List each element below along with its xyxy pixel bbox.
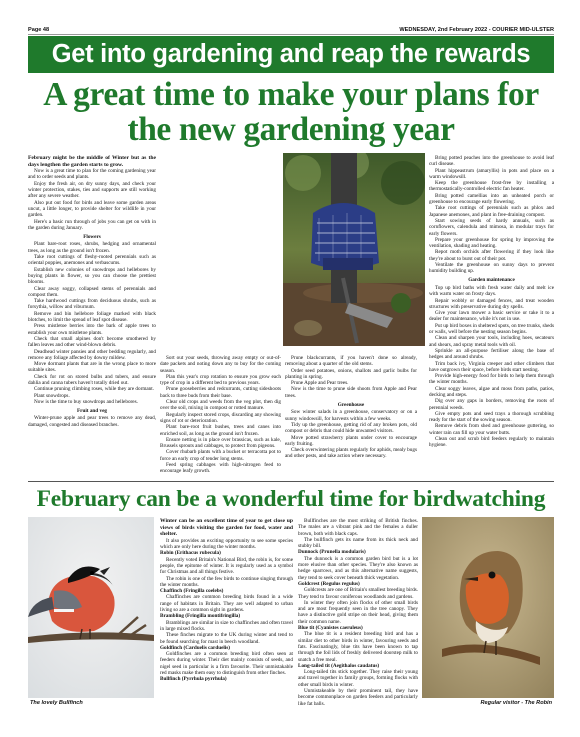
- paragraph: Clean out and scrub bird feeders regularly to maintain hygiene.: [429, 436, 554, 449]
- paragraph: Goldfinches are a common breeding bird often seen at feeders during winter. Their diet mainly consists of seeds, and nigel seed in particular is a firm favourite. Their unmistakable red masks make them easy to distinguish from other finches.: [160, 651, 293, 677]
- paragraph: Remove debris from shed and greenhouse guttering, so winter rain can fill up your water butts.: [429, 423, 554, 436]
- bullfinch-photo: [28, 517, 154, 698]
- paragraph: These finches migrate to the UK during winter and tend to be found searching for mast in beech woodland.: [160, 632, 293, 645]
- paragraph: The blue tit is a resident breeding bird and has a similar diet to other birds in winter, favouring seeds and fats. Fascinatingly, blue tits have been known to tap through the foil lids of freshly delivered doorstep milk to snatch a free meal.: [298, 631, 418, 663]
- paragraph: Give empty pots and seed trays a thorough scrubbing ready for the start of the sowing season.: [429, 410, 554, 424]
- species-heading: Brambling (Fringilla montifringilla): [160, 613, 241, 620]
- gardening-photo: [283, 153, 425, 346]
- paragraph: Provide high-energy food for birds to help them through the winter months.: [429, 373, 554, 386]
- species-heading: Goldcrest (Regulus regulus): [298, 580, 360, 587]
- paragraph: Ensure netting is in place over brassicas, such as kale, Brussels sprouts and cabbages, to protect from pigeons.: [160, 436, 281, 450]
- paragraph: In winter they often join flocks of other small birds and are most frequently seen in the tree canopy. They have a distinctive gold stripe on their head, giving them their common name.: [298, 599, 418, 625]
- main-headline: A great time to make your plans for the new gardening year: [43, 76, 539, 148]
- garden-column-1: [28, 155, 156, 475]
- paragraph: The robin is one of the few birds to continue singing through the winter months.: [160, 575, 293, 588]
- paragraph: Clean and sharpen your tools, including hoes, secateurs and shears, and spray metal tools with oil.: [429, 335, 554, 348]
- col3-list: [285, 355, 417, 399]
- paragraph: It also provides an exciting opportunity to see some species which are only here during the winter months.: [160, 537, 293, 551]
- robin-photo: [422, 517, 554, 698]
- dateline: WEDNESDAY, 2nd February 2022 - COURIER MID-ULSTER: [399, 27, 554, 33]
- paragraph: Sort out your seeds, throwing away empty or out-of-date packets and noting down any to buy for the coming season.: [160, 355, 281, 374]
- paragraph: Take hardwood cuttings from deciduous shrubs, such as forsythia, willow and viburnum.: [28, 298, 156, 311]
- paragraph: Clear soggy leaves, algae and moss from paths, patios, decking and steps.: [429, 385, 554, 398]
- paragraph: Take root cuttings of fleshy-rooted perennials such as oriental poppies, anemones and verbascums.: [28, 254, 156, 267]
- paragraph: Top up bird baths with fresh water daily and melt ice with warm water on frosty days.: [429, 284, 554, 298]
- garden-column-2: [160, 355, 281, 475]
- garden-column-4: [429, 155, 554, 475]
- fruitveg-heading: Fruit and veg: [77, 407, 107, 414]
- section-banner: Get into gardening and reap the rewards: [28, 36, 554, 73]
- paragraph: Keep the greenhouse frost-free by installing a thermostatically-controlled electric fan heater.: [429, 180, 554, 193]
- paragraph: Prepare your greenhouse for spring by improving the ventilation, shading and heating.: [429, 236, 554, 250]
- paragraph: Move potted strawberry plants under cover to encourage early fruiting.: [285, 434, 417, 447]
- paragraph: Chaffinches are common breeding birds found in a wide range of habitats in Britain. They are well adapted to urban living so are a common sight in gardens.: [160, 594, 293, 614]
- birds-lead: Winter can be an excellent time of year to get close up views of birds visiting the garden for food, water and shelter.: [160, 518, 293, 538]
- paragraph: Establish new colonies of snowdrops and hellebores by buying plants in flower, so you can choose the prettiest blooms.: [28, 266, 156, 286]
- garden-lead: February might be the middle of Winter but as the days lengthen the garden starts to grow.: [28, 155, 156, 168]
- paragraph: Long-tailed tits stick together. They raise their young and travel together in family groups, forming flocks with other small birds in winter.: [298, 669, 418, 688]
- species-heading: Goldfinch (Carduelis carduelis): [160, 644, 231, 651]
- maintenance-list: [429, 285, 554, 449]
- greenhouse-list: [285, 409, 417, 459]
- paragraph: Prune blackcurrants, if you haven't done so already, removing about a quarter of the old stems.: [285, 355, 417, 368]
- paragraph: Recently voted Britain's National Bird, the robin is, for some people, the epitome of winter. It is regularly used as a symbol for Christmas and all things festive.: [160, 556, 293, 576]
- flowers-list: [28, 241, 156, 405]
- bullfinch-caption: The lovely Bullfinch: [30, 700, 83, 706]
- paragraph: Trim back ivy, Virginia creeper and other climbers that have outgrown their space, before birds start nesting.: [429, 360, 554, 373]
- paragraph: Feed spring cabbages with high-nitrogen feed to encourage leafy growth.: [160, 462, 281, 475]
- paragraph: Prune gooseberries and redcurrants, cutting sideshoots back to three buds from their base.: [160, 386, 281, 399]
- folio-rule: [28, 34, 554, 35]
- col4-list: [429, 155, 554, 275]
- paragraph: Unmistakeable by their prominent tail, they have become commonplace on garden feeders and particularly like fat balls.: [298, 688, 418, 707]
- paragraph: Prune Apple and Pear trees.: [291, 380, 349, 387]
- species-heading: Chaffinch (Fringilla coelebs): [160, 588, 224, 595]
- paragraph: Check overwintering plants regularly for aphids, mealy bugs and other pests, and take action where necessary.: [285, 447, 417, 460]
- paragraph: Remove and bin hellebore foliage marked with black blotches, to limit the spread of leaf spot disease.: [28, 310, 156, 324]
- species-heading: Dunnock (Prunella modularis): [298, 549, 366, 556]
- birds-col1-list: [160, 538, 293, 683]
- paragraph: Continue pruning climbing roses, while they are dormant.: [34, 386, 155, 393]
- maintenance-heading: Garden maintenance: [468, 277, 515, 284]
- section-divider: [28, 481, 554, 482]
- paragraph: Plant hippeastrum (amaryllis) in pots and place on a warm windowsill.: [429, 167, 554, 180]
- paragraph: Now is a great time to plan for the coming gardening year and to order seeds and plants.: [28, 168, 156, 181]
- paragraph: Bullfinches are the most striking of British finches. The males are a vibrant pink and the females a duller brown, both with black caps.: [298, 518, 418, 537]
- birdwatching-headline: February can be a wonderful time for birdwatching: [36, 486, 546, 512]
- paragraph: Now is the time to prune side shoots from Apple and Pear trees.: [285, 386, 417, 399]
- flowers-heading: Flowers: [83, 233, 101, 240]
- paragraph: Ventilate the greenhouse on sunny days to prevent humidity building up.: [429, 262, 554, 275]
- paragraph: Plant snowdrops.: [34, 392, 70, 399]
- species-heading: Bullfinch (Pyrrhula pyrrhula): [160, 676, 227, 683]
- birds-column-1: [160, 518, 293, 708]
- garden-intro: [28, 168, 156, 231]
- paragraph: Goldcrests are one of Britain's smallest breeding birds. They tend to favour coniferous woodlands and gardens.: [298, 587, 418, 600]
- paragraph: Regularly inspect stored crops, discarding any showing signs of rot or deterioration.: [160, 411, 281, 424]
- paragraph: Give your lawn mower a basic service or take it to a dealer for maintenance, while it's not in use.: [429, 310, 554, 323]
- page-number: Page 48: [28, 27, 50, 33]
- paragraph: Cover rhubarb plants with a bucket or terracotta pot to force an early crop of tender long stems.: [160, 449, 281, 462]
- paragraph: Deadhead winter pansies and other bedding regularly, and remove any foliage affected by downy mildew.: [28, 348, 156, 361]
- paragraph: Bring potted camellias into an unheated porch or greenhouse to encourage early flowering.: [429, 192, 554, 206]
- paragraph: Clear old crops and weeds from the veg plot, then dig over the soil, mixing in compost or rotted manure.: [160, 399, 281, 412]
- paragraph: Sprinkle an all-purpose fertiliser along the base of hedges and around shrubs.: [429, 347, 554, 361]
- paragraph: Check that small alpines don't become smothered by fallen leaves and other wind-blown debris.: [28, 335, 156, 349]
- paragraph: Plan this year's crop rotation to ensure you grow each type of crop in a different bed to previous years.: [160, 373, 281, 387]
- paragraph: Check for rot on stored bulbs and tubers, and ensure dahlia and canna tubers haven't totally dried out.: [28, 373, 156, 386]
- paragraph: Repot moth orchids after flowering if they look like they're about to burst out of their pot.: [429, 249, 554, 262]
- species-heading: Robin (Erithacus rubecula): [160, 550, 221, 557]
- paragraph: Now is the time to buy snowdrops and hellebores.: [34, 398, 138, 405]
- greenhouse-heading: Greenhouse: [337, 401, 365, 408]
- species-heading: Long-tailed tit (Aegithalos caudatus): [298, 662, 380, 669]
- birds-column-2: [298, 518, 418, 708]
- paragraph: Plant bare-root roses, shrubs, hedging and ornamental trees, as long as the ground isn't frozen.: [28, 241, 156, 254]
- col1-continued: [28, 415, 156, 428]
- paragraph: The dunnock is a common garden bird but is a lot more elusive than other species. They're also known as hedge sparrows, and as this alternative name suggests, they tend to seek cover beneath thick vegetation.: [298, 555, 418, 581]
- paragraph: The bullfinch gets its name from its thick neck and stubby bill.: [298, 536, 418, 550]
- paragraph: Press mistletoe berries into the bark of apple trees to establish your own mistletoe plants.: [28, 323, 156, 336]
- paragraph: Sow winter salads in a greenhouse, conservatory or on a sunny windowsill, for harvests within a few weeks.: [285, 409, 417, 422]
- garden-column-3: [285, 355, 417, 475]
- robin-caption: Regular visitor - The Robin: [480, 700, 552, 706]
- paragraph: Move dormant plants that are in the wrong place to more suitable sites.: [28, 361, 156, 374]
- paragraph: Here's a basic run through of jobs you can get on with in the garden during January.: [28, 218, 156, 231]
- paragraph: Clear away soggy, collapsed stems of perennials and compost them.: [28, 285, 156, 298]
- paragraph: Also put out food for birds and leave some garden areas uncut, a little longer, to provide shelter for wildlife in your garden.: [28, 199, 156, 219]
- species-heading: Blue tit (Cyanistes caeruleus): [298, 625, 363, 632]
- paragraph: Plant bare-root fruit bushes, trees and canes into enriched soil, as long as the ground isn't frozen.: [160, 424, 281, 437]
- paragraph: Start sowing seeds of hardy annuals, such as cornflowers, calendula and mimosa, in modular trays for early flowers.: [429, 217, 554, 237]
- paragraph: Bramblings are similar in size to chaffinches and often travel in large mixed flocks.: [160, 619, 293, 632]
- paragraph: Take root cuttings of perennials such as phlox and Japanese anemones, and plant in free-draining compost.: [429, 205, 554, 218]
- paragraph: Order seed potatoes, onions, shallots and garlic bulbs for planting in spring.: [285, 367, 417, 380]
- paragraph: Winter-prune apple and pear trees to remove any dead, damaged, congested and diseased branches.: [28, 415, 156, 428]
- paragraph: Dig over any gaps in borders, removing the roots of perennial weeds.: [429, 398, 554, 411]
- paragraph: Bring potted peaches into the greenhouse to avoid leaf curl disease.: [429, 155, 554, 168]
- paragraph: Repair wobbly or damaged fences, and treat wooden structures with preservative during dry spells.: [429, 297, 554, 310]
- paragraph: Enjoy the fresh air, on dry sunny days, and check your winter protection, stakes, ties and supports are still working after any severe weather.: [28, 180, 156, 200]
- paragraph: Tidy up the greenhouse, getting rid of any broken pots, old compost or debris that could hide unwanted visitors.: [285, 421, 417, 435]
- paragraph: Put up bird boxes in sheltered spots, on tree trunks, sheds or walls, well before the nesting season begins.: [429, 322, 554, 336]
